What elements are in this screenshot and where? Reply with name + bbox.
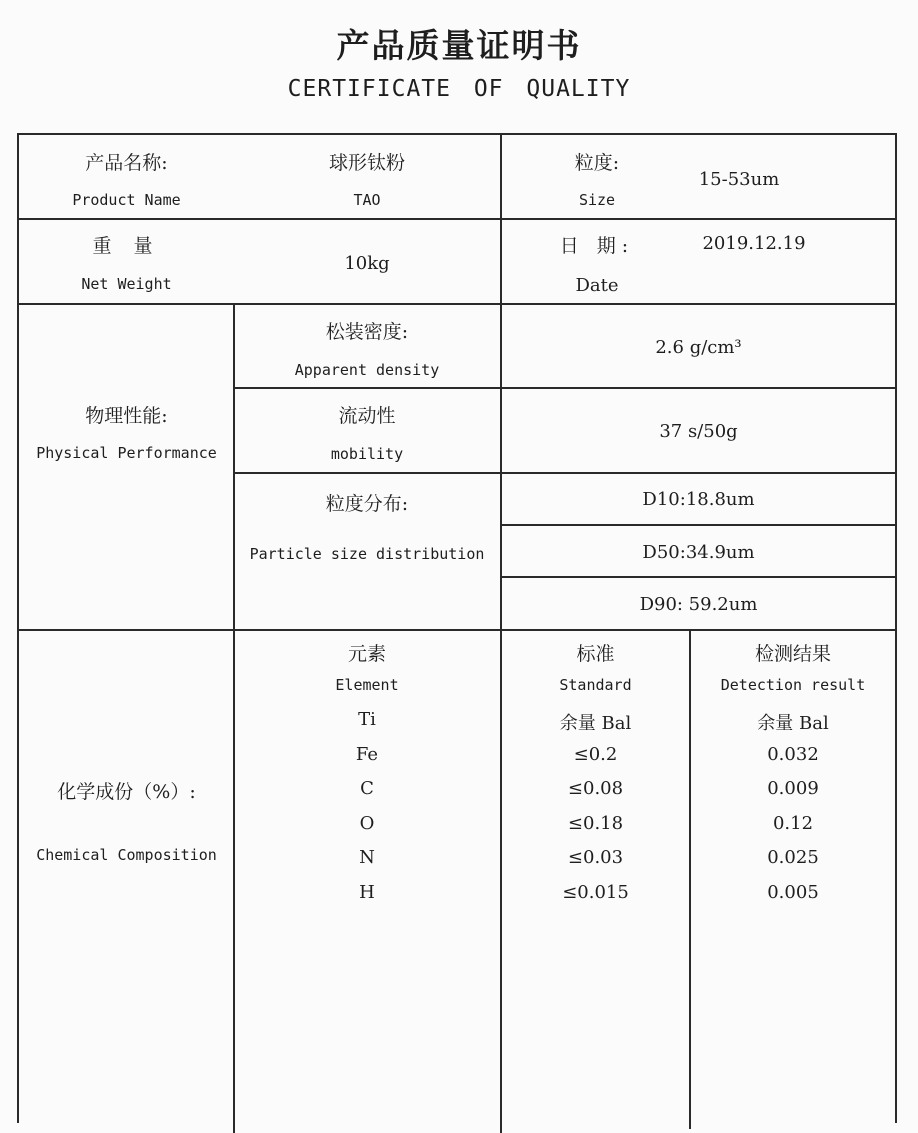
mobility-label-cn: 流动性 — [338, 405, 396, 427]
apparent-density-label-en: Apparent density — [294, 361, 440, 379]
result-cell: 0.032 — [767, 744, 819, 765]
row-divider — [502, 576, 895, 578]
result-cell: 0.12 — [772, 813, 814, 834]
element-header-en: Element — [335, 676, 399, 694]
psd-d10-value: D10:18.8um — [642, 489, 755, 510]
standard-cell: ≤0.03 — [567, 847, 624, 868]
date-value: 2019.12.19 — [702, 233, 806, 254]
product-name-label-en: Product Name — [72, 191, 181, 209]
certificate-title-cn: 产品质量证明书 — [336, 26, 582, 65]
chemical-label-cn: 化学成份（%）: — [57, 781, 196, 803]
psd-d90-value: D90: 59.2um — [639, 594, 758, 615]
result-cell: 0.009 — [767, 778, 819, 799]
element-cell: H — [359, 882, 375, 903]
physical-label-cn: 物理性能: — [85, 405, 168, 427]
apparent-density-label-cn: 松装密度: — [325, 321, 409, 343]
psd-label-cn: 粒度分布: — [325, 493, 409, 515]
result-cell: 0.025 — [767, 847, 819, 868]
element-cell: Ti — [358, 709, 376, 730]
result-header-en: Detection result — [720, 676, 866, 694]
net-weight-value: 10kg — [344, 253, 390, 274]
standard-cell: ≤0.08 — [567, 778, 624, 799]
row-divider — [502, 524, 895, 526]
element-header-cn: 元素 — [347, 643, 386, 665]
product-name-value-en: TAO — [353, 191, 381, 209]
row-divider — [234, 472, 895, 474]
size-label-en: Size — [578, 191, 616, 209]
size-value: 15-53um — [698, 169, 780, 190]
row-divider — [234, 387, 895, 389]
col-divider — [689, 629, 691, 1129]
product-name-label-cn: 产品名称: — [85, 152, 168, 174]
element-cell: N — [359, 847, 375, 868]
element-cell: O — [359, 813, 375, 834]
apparent-density-value: 2.6 g/cm³ — [655, 337, 742, 358]
quality-table — [17, 133, 897, 1123]
result-cell: 余量 Bal — [757, 713, 829, 734]
date-label-cn: 日 期: — [559, 235, 635, 257]
mobility-value: 37 s/50g — [659, 421, 738, 442]
standard-cell: ≤0.015 — [562, 882, 629, 903]
net-weight-label-cn: 重 量 — [92, 235, 161, 257]
product-name-value-cn: 球形钛粉 — [328, 152, 405, 174]
standard-cell: ≤0.18 — [567, 813, 624, 834]
element-cell: C — [360, 778, 374, 799]
size-label-cn: 粒度: — [574, 152, 620, 174]
net-weight-label-en: Net Weight — [81, 275, 172, 293]
certificate-title-en: CERTIFICATE OF QUALITY — [287, 76, 631, 102]
element-cell: Fe — [355, 744, 379, 765]
row-divider — [19, 629, 895, 631]
row-divider — [19, 218, 895, 220]
psd-d50-value: D50:34.9um — [642, 542, 755, 563]
psd-label-en: Particle size distribution — [249, 545, 485, 563]
row-divider — [19, 303, 895, 305]
mobility-label-en: mobility — [330, 445, 404, 463]
physical-label-en: Physical Performance — [36, 444, 217, 462]
standard-header-cn: 标准 — [576, 643, 615, 665]
standard-cell: ≤0.2 — [573, 744, 618, 765]
result-header-cn: 检测结果 — [754, 643, 831, 665]
result-cell: 0.005 — [767, 882, 819, 903]
standard-header-en: Standard — [559, 676, 632, 694]
date-label-en: Date — [575, 275, 619, 296]
standard-cell: 余量 Bal — [559, 713, 632, 734]
chemical-label-en: Chemical Composition — [36, 846, 217, 864]
